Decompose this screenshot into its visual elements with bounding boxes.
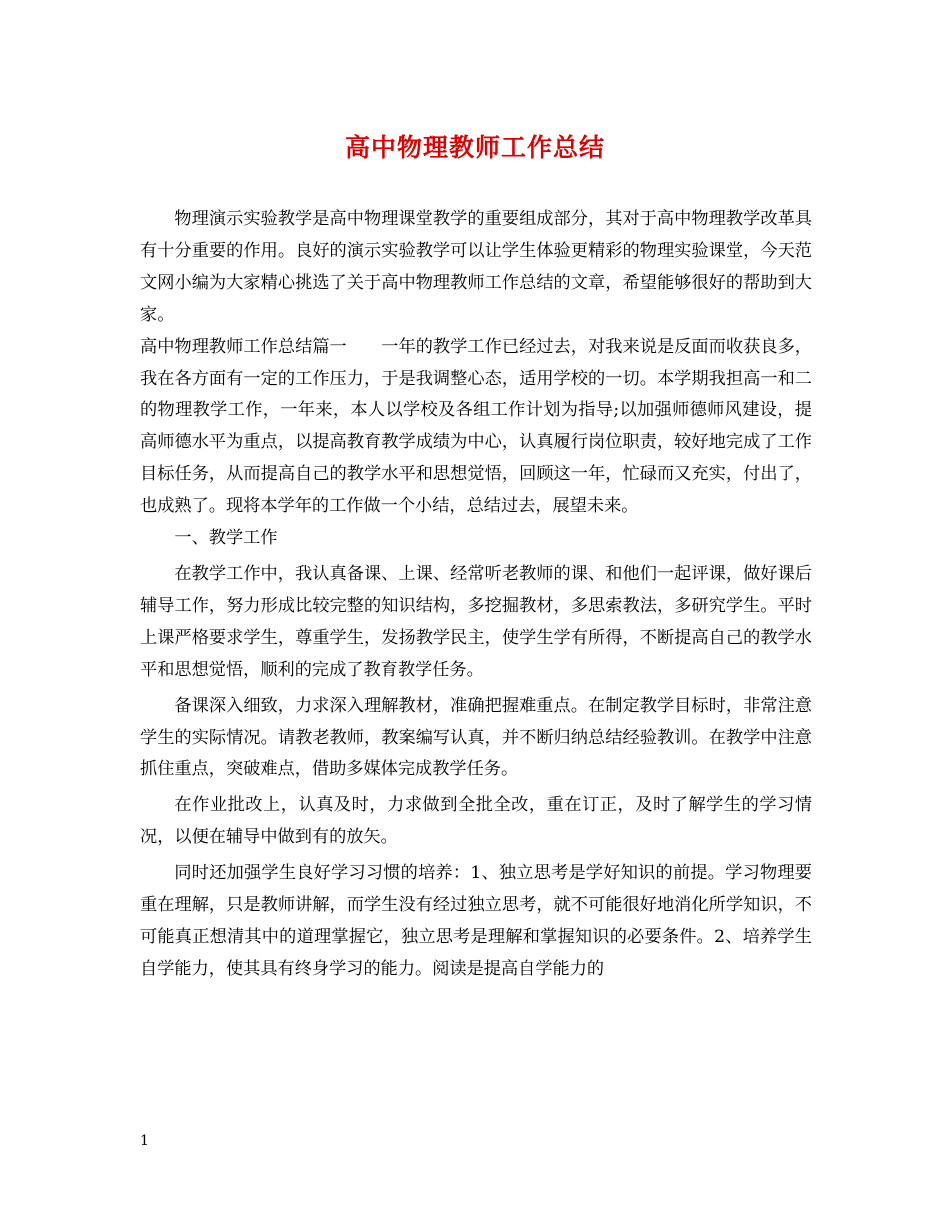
paragraph-section-one: 高中物理教师工作总结篇一 一年的教学工作已经过去，对我来说是反面而收获良多，我在各方面有一定的工作压力，于是我调整心态，适用学校的一切。本学期我担高一和二的物理教学工作，一年来，本人以学校及各组工作计划为指导;以加强师德师风建设，提高师德水平为重点，以提高教育教学成绩为中心，认真履行岗位职责，较好地完成了工作目标任务，从而提高自己的教学水平和思想觉悟，回顾这一年，忙碌而又充实，付出了，也成熟了。现将本学年的工作做一个小结，总结过去，展望未来。 bbox=[140, 336, 812, 517]
paragraph-heading-teaching: 一、教学工作 bbox=[174, 528, 278, 549]
paragraph-teaching-work: 在教学工作中，我认真备课、上课、经常听老教师的课、和他们一起评课，做好课后辅导工作，努力形成比较完整的知识结构，多挖掘教材，多思索教法，多研究学生。平时上课严格要求学生，尊重学生，发扬教学民主，使学生学有所得，不断提高自己的教学水平和思想觉悟，顺利的完成了教育教学任务。 bbox=[140, 563, 812, 680]
page-number: 1 bbox=[140, 1133, 149, 1149]
document-title: 高中物理教师工作总结 bbox=[344, 133, 605, 162]
paragraph-study-habits: 同时还加强学生良好学习习惯的培养：1、独立思考是学好知识的前提。学习物理要重在理解，只是教师讲解，而学生没有经过独立思考，就不可能很好地消化所学知识，不可能真正想清其中的道理掌握它，独立思考是理解和掌握知识的必要条件。2、培养学生自学能力，使其具有终身学习的能力。阅读是提高自学能力的 bbox=[140, 863, 812, 979]
paragraph-lesson-prep: 备课深入细致，力求深入理解教材，准确把握难重点。在制定教学目标时，非常注意学生的实际情况。请教老教师，教案编写认真，并不断归纳总结经验教训。在教学中注意抓住重点，突破难点，借助多媒体完成教学任务。 bbox=[140, 695, 812, 780]
paragraph-intro: 物理演示实验教学是高中物理课堂教学的重要组成部分，其对于高中物理教学改革具有十分重要的作用。良好的演示实验教学可以让学生体验更精彩的物理实验课堂，今天范文网小编为大家精心挑选了关于高中物理教师工作总结的文章，希望能够很好的帮助到大家。 bbox=[140, 209, 812, 325]
document-body bbox=[140, 204, 812, 986]
paragraph-homework: 在作业批改上，认真及时，力求做到全批全改，重在订正，及时了解学生的学习情况，以便在辅导中做到有的放矢。 bbox=[140, 795, 812, 848]
